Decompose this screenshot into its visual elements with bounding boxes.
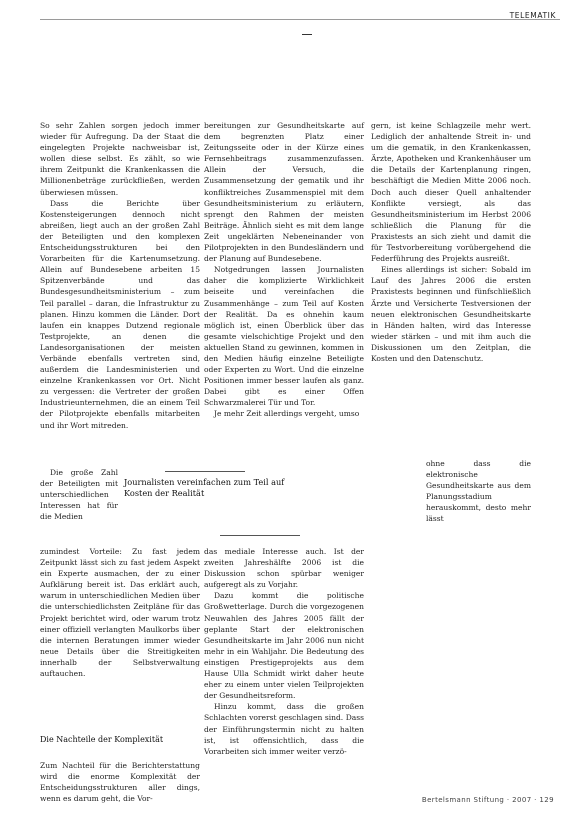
page-footer: Bertelsmann Stiftung · 2007 · 129 <box>421 796 554 804</box>
column-2-wrap <box>426 458 531 525</box>
section-tag: TELEMATIK <box>509 11 556 20</box>
column-1-bottom <box>40 760 200 804</box>
paragraph: ohne dass die elektronische Gesundheitskarte aus dem Planungsstadium herauskommt, desto mehr lässt <box>426 459 531 524</box>
paragraph: Je mehr Zeit allerdings vergeht, umso <box>214 409 360 419</box>
column-1-wrap <box>40 467 118 522</box>
paragraph: So sehr Zahlen sorgen jedoch immer wieder für Aufregung. Da der Staat die eingelegten Projekte nachweisbar ist, wollen diese selbst. Es zählt, so wie ihrem Zeitpunkt die Krankenkassen die Millionenbeträge zurückfließen, werden überwiesen müssen. <box>40 121 200 197</box>
header-rule <box>40 19 560 20</box>
paragraph: gern, ist keine Schlagzeile mehr wert. Lediglich der anhaltende Streit in- und um die gematik, in den Krankenkassen, Ärzte, Apotheken und Krankenhäuser um die Details der Kartenplanung ringen, beschäftigt die Medien Mitte 2006 noch. Doch auch dieser Quell anhaltender Konflikte versiegt, als das Gesundheitsministerium im Herbst 2006 schließlich die Planung für die Praxistests an sich zieht und damit die für Testvorbereitung vorübergehend die Federführung des Projekts ausreißt. <box>371 121 531 264</box>
column-2-top <box>204 120 364 420</box>
paragraph: Dazu kommt die politische Großwetterlage. Durch die vorgezogenen Neuwahlen des Jahres 2005 fällt der geplante Start der elektronischen Gesundheitskarte im Jahr 2006 nun nicht mehr in ein Wahljahr. Die Bedeutung des einstigen Prestigeprojekts aus dem Hause Ulla Schmidt wirkt daher heute eher zu einem unter vielen Teilprojekten der Gesundheitsreform. <box>204 591 364 701</box>
pullquote-rule-bottom <box>220 535 300 536</box>
paragraph: Hinzu kommt, dass die großen Schlachten vorerst geschlagen sind. Dass der Einführungstermin nicht zu halten ist, ist offensichtlich, dass die Vorarbeiten sich immer weiter verzö- <box>204 702 364 756</box>
column-2-bottom <box>204 546 364 757</box>
paragraph: Notgedrungen lassen Journalisten daher die komplizierte Wirklichkeit beiseite und vereinfachen die Zusammenhänge – zum Teil auf Kosten der Realität. Da es ohnehin kaum möglich ist, einen Überblick über das gesamte vielschichtige Projekt und den aktuellen Stand zu gewinnen, kommen in den Medien häufig einzelne Beteiligte oder Experten zu Wort. Und die einzelne Positionen immer besser laufen als ganz. Dabei gibt es einer Offen Schwarzmalerei Tür und Tor. <box>204 265 364 408</box>
paragraph: zumindest Vorteile: Zu fast jedem Zeitpunkt lässt sich zu fast jedem Aspekt ein Experte ausmachen, der zu einer Aufklärung bereit ist. Das erklärt auch, warum in unterschiedlichen Medien über die unterschiedlichsten Zeitpläne für das Projekt berichtet wird, oder warum trotz einer offiziell verlangten Maulkorbs über die internen Beratungen immer wieder neue Details über die Streitigkeiten innerhalb der Selbstverwaltung auftauchen. <box>40 547 200 679</box>
paragraph: bereitungen zur Gesundheitskarte auf dem begrenzten Platz einer Zeitungsseite oder in der Kürze eines Fernsehbeitrags zusammenzufassen. Allein der Versuch, die Zusammensetzung der gematik und ihr konfliktreiches Zusammenspiel mit dem Gesundheitsministerium zu erläutern, sprengt den Rahmen der meisten Beiträge. Ähnlich sieht es mit dem lange Zeit ungeklärten Nebeneinander von Pilotprojekten in den Bundesländern und der Planung auf Bundesebene. <box>204 121 364 264</box>
pullquote-rule-top <box>165 471 245 472</box>
pullquote: Journalisten vereinfachen zum Teil auf Kosten der Realität <box>124 477 285 498</box>
paragraph: das mediale Interesse auch. Ist der zweiten Jahreshälfte 2006 ist die Diskussion schon spürbar weniger aufgeregt als zu Vorjahr. <box>204 547 364 590</box>
subheading: Die Nachteile der Komplexität <box>40 735 164 744</box>
page-mark <box>302 34 312 35</box>
column-1-middle <box>40 546 200 679</box>
paragraph: Dass die Berichte über Kostensteigerungen dennoch nicht abreißen, liegt auch an der großen Zahl der Beteiligten und den komplexen Entscheidungsstrukturen bei den Vorarbeiten für die Kartenumsetzung. Allein auf Bundesebene arbeiten 15 Spitzenverbände und das Bundesgesundheitsministerium – zum Teil parallel – daran, die Infrastruktur zu planen. Hinzu kommen die Länder. Dort laufen ein knappes Dutzend regionale Testprojekte, an denen die Landesorganisationen der meisten Verbände ebenfalls vertreten sind, außerdem die Landesministerien und einzelne Krankenkassen vor Ort. Nicht zu vergessen: die Vertreter der großen Industrieunternehmen, die an einem Teil der Pilotprojekte ebenfalls mitarbeiten und ihr Wort mitreden. <box>40 198 200 430</box>
paragraph: Die große Zahl der Beteiligten mit unterschiedlichen Interessen hat für die Medien <box>40 468 118 522</box>
column-3 <box>371 120 531 364</box>
paragraph: Zum Nachteil für die Berichterstattung wird die enorme Komplexität der Entscheidungsstrukturen aller dings, wenn es darum geht, die Vor- <box>40 761 200 804</box>
column-1-top <box>40 120 200 431</box>
paragraph: Eines allerdings ist sicher: Sobald im Lauf des Jahres 2006 die ersten Praxistests beginnen und fünfschließlich Ärzte und Versicherte Testversionen der neuen elektronischen Gesundheitskarte in Händen halten, wird das Interesse wieder stärken – und mit ihm auch die Diskussionen um den Zeitplan, die Kosten und den Datenschutz. <box>371 265 531 363</box>
